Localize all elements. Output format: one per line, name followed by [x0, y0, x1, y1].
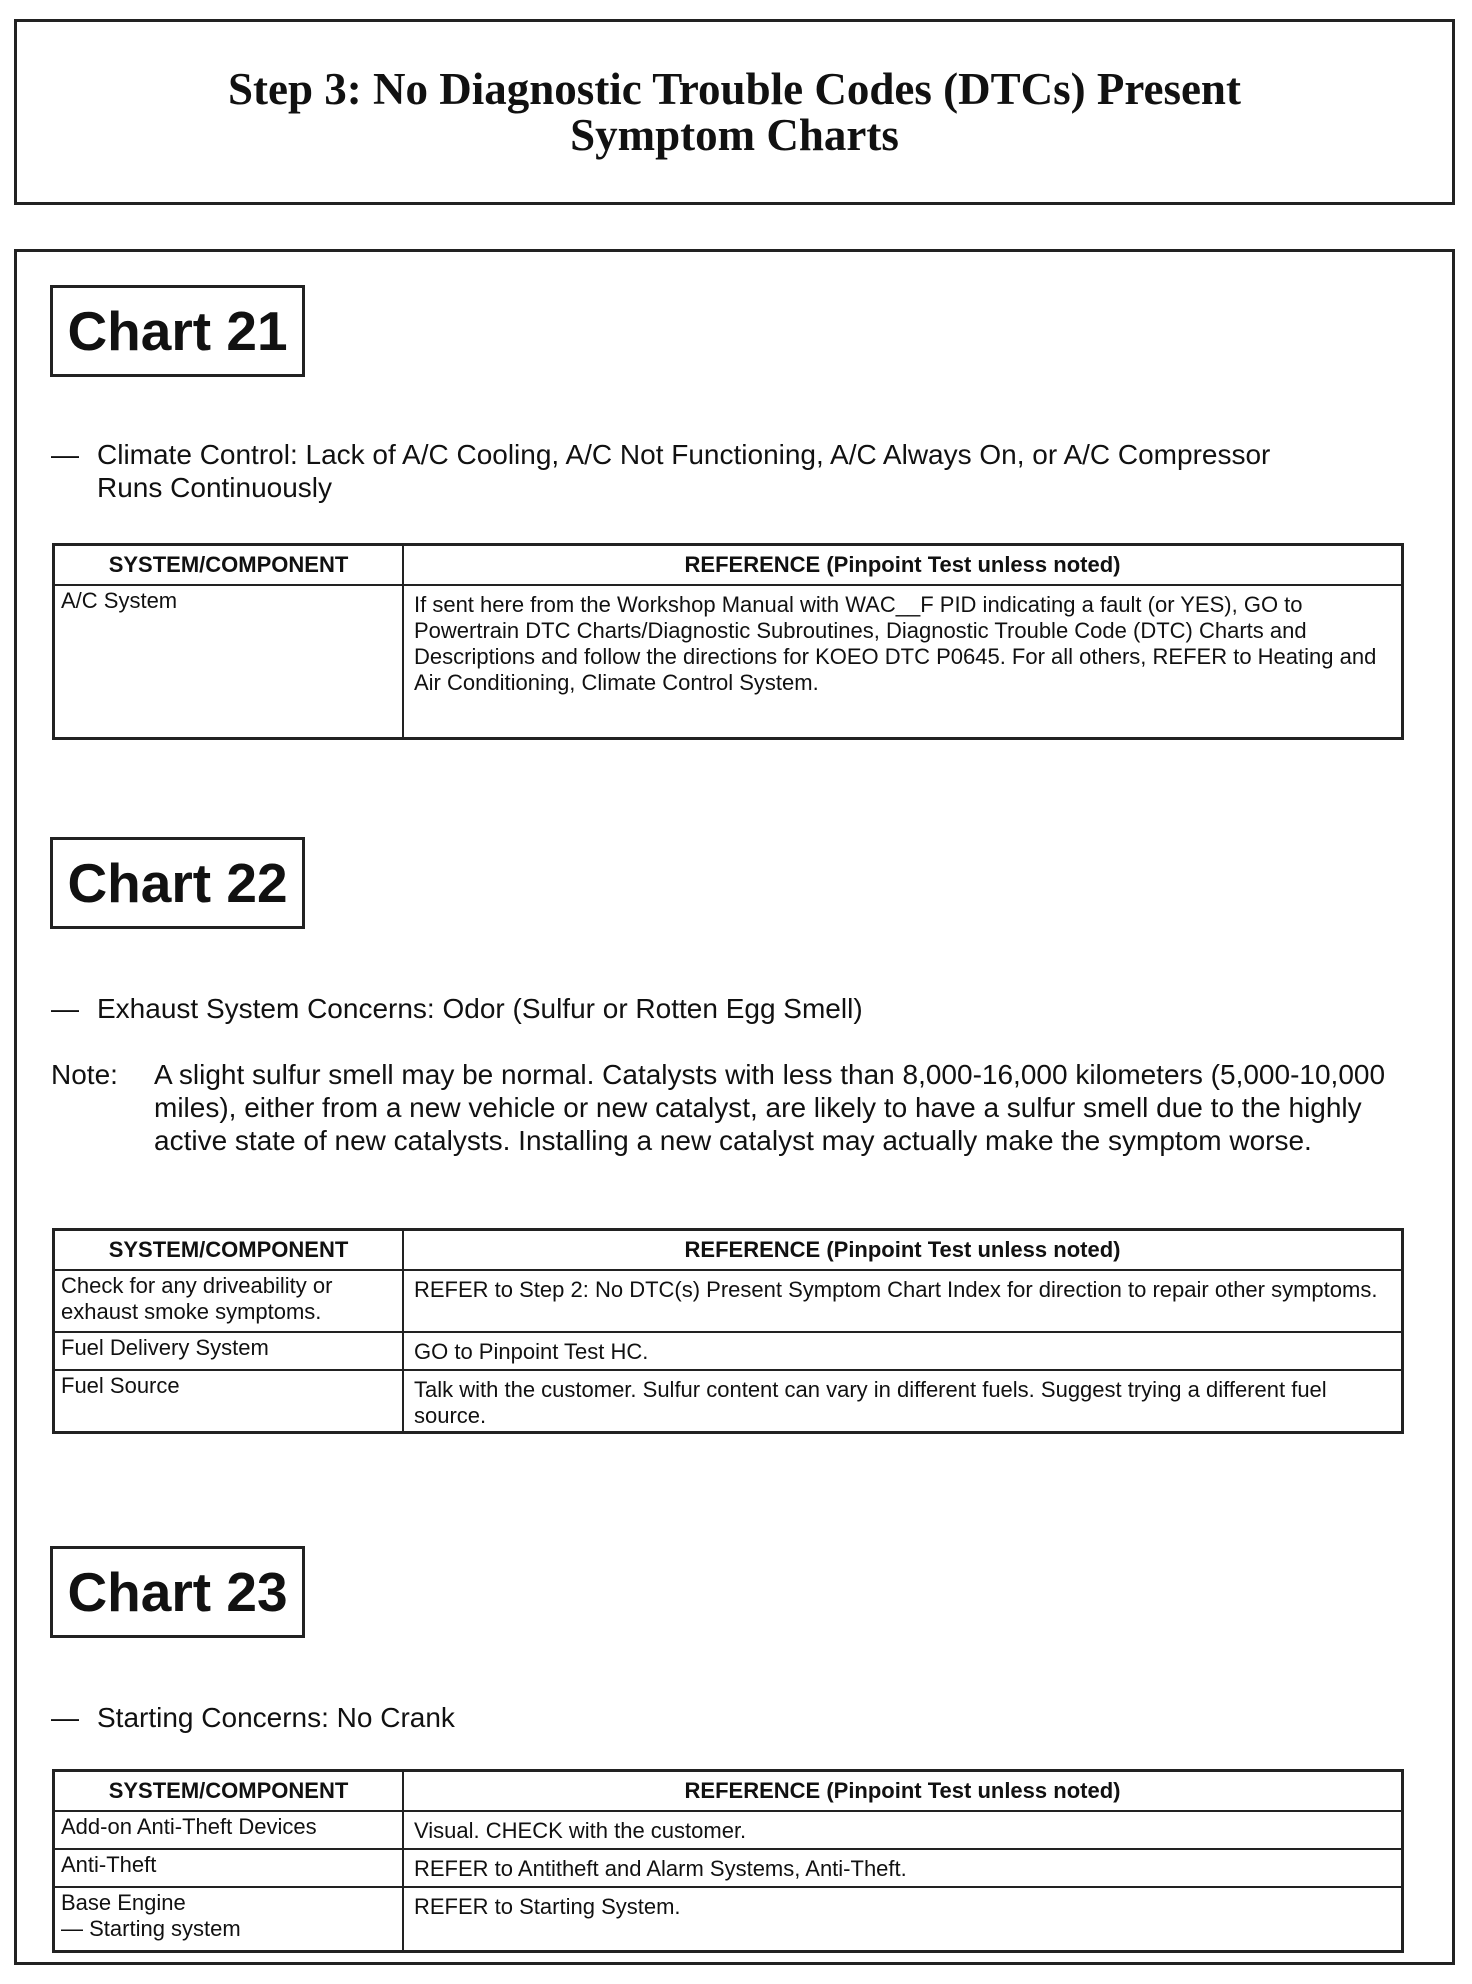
- reference-cell: REFER to Step 2: No DTC(s) Present Symptom Chart Index for direction to repair other symptoms.: [403, 1270, 1403, 1332]
- column-header-system: SYSTEM/COMPONENT: [54, 1230, 404, 1271]
- column-header-system: SYSTEM/COMPONENT: [54, 545, 404, 586]
- column-header-reference: REFERENCE (Pinpoint Test unless noted): [403, 545, 1403, 586]
- page-title-line-2: Symptom Charts: [570, 110, 899, 160]
- reference-cell: Visual. CHECK with the customer.: [403, 1811, 1403, 1849]
- system-cell: A/C System: [54, 585, 404, 738]
- reference-cell: If sent here from the Workshop Manual with WAC__F PID indicating a fault (or YES), GO to Powertrain DTC Charts/Diagnostic Subroutines, Diagnostic Trouble Code (DTC) Charts and Descriptions and follow the directions for KOEO DTC P0645. For all others, REFER to Heating and Air Conditioning, Climate Control System.: [403, 585, 1403, 738]
- reference-cell: REFER to Starting System.: [403, 1887, 1403, 1951]
- table-row: [54, 1849, 1403, 1887]
- chart-21-symptom-line-2: Runs Continuously: [97, 472, 333, 503]
- table-row: [54, 1887, 1403, 1951]
- reference-cell: Talk with the customer. Sulfur content can vary in different fuels. Suggest trying a different fuel source.: [403, 1370, 1403, 1433]
- chart-22-symptom-text: Exhaust System Concerns: Odor (Sulfur or Rotten Egg Smell): [97, 993, 863, 1024]
- chart-22-table: [52, 1228, 1404, 1434]
- reference-cell: GO to Pinpoint Test HC.: [403, 1332, 1403, 1370]
- page-title-line-1: Step 3: No Diagnostic Trouble Codes (DTCs) Present: [228, 64, 1241, 114]
- table-row: [54, 1270, 1403, 1332]
- column-header-system: SYSTEM/COMPONENT: [54, 1771, 404, 1812]
- system-cell: Anti-Theft: [54, 1849, 404, 1887]
- chart-22-note: [51, 1058, 1431, 1157]
- dash-marker: —: [51, 993, 79, 1024]
- table-row: [54, 1811, 1403, 1849]
- table-row: [54, 1332, 1403, 1370]
- note-label: Note:: [51, 1059, 118, 1090]
- system-cell: [54, 1887, 404, 1951]
- chart-23-symptom: [51, 1701, 455, 1734]
- column-header-reference: REFERENCE (Pinpoint Test unless noted): [403, 1230, 1403, 1271]
- system-cell-line-1: Base Engine: [61, 1890, 186, 1915]
- system-cell: Add-on Anti-Theft Devices: [54, 1811, 404, 1849]
- dash-marker: —: [51, 1702, 79, 1733]
- system-cell-line-2: — Starting system: [61, 1916, 241, 1941]
- chart-23-symptom-text: Starting Concerns: No Crank: [97, 1702, 455, 1733]
- symptom-charts-panel: [14, 249, 1455, 1965]
- note-text: A slight sulfur smell may be normal. Catalysts with less than 8,000-16,000 kilometers (5,000-10,000 miles), either from a new vehicle or new catalyst, are likely to have a sulfur smell due to the highly active state of new catalysts. Installing a new catalyst may actually make the symptom worse.: [154, 1059, 1386, 1156]
- chart-23-table: [52, 1769, 1404, 1953]
- reference-cell: REFER to Antitheft and Alarm Systems, Anti-Theft.: [403, 1849, 1403, 1887]
- chart-22-symptom: [51, 992, 863, 1025]
- chart-21-symptom: [51, 438, 1270, 504]
- table-header-row: [54, 1771, 1403, 1812]
- system-cell: Check for any driveability or exhaust smoke symptoms.: [54, 1270, 404, 1332]
- dash-marker: —: [51, 439, 79, 470]
- chart-21-table: [52, 543, 1404, 740]
- chart-21-title: Chart 21: [50, 285, 305, 377]
- table-header-row: [54, 545, 1403, 586]
- table-row: [54, 585, 1403, 738]
- system-cell: Fuel Source: [54, 1370, 404, 1433]
- chart-21-symptom-line-1: Climate Control: Lack of A/C Cooling, A/C Not Functioning, A/C Always On, or A/C Compressor: [97, 439, 1271, 470]
- chart-22-title: Chart 22: [50, 837, 305, 929]
- table-row: [54, 1370, 1403, 1433]
- system-cell: Fuel Delivery System: [54, 1332, 404, 1370]
- table-header-row: [54, 1230, 1403, 1271]
- column-header-reference: REFERENCE (Pinpoint Test unless noted): [403, 1771, 1403, 1812]
- chart-23-title: Chart 23: [50, 1546, 305, 1638]
- page-header: [14, 19, 1455, 205]
